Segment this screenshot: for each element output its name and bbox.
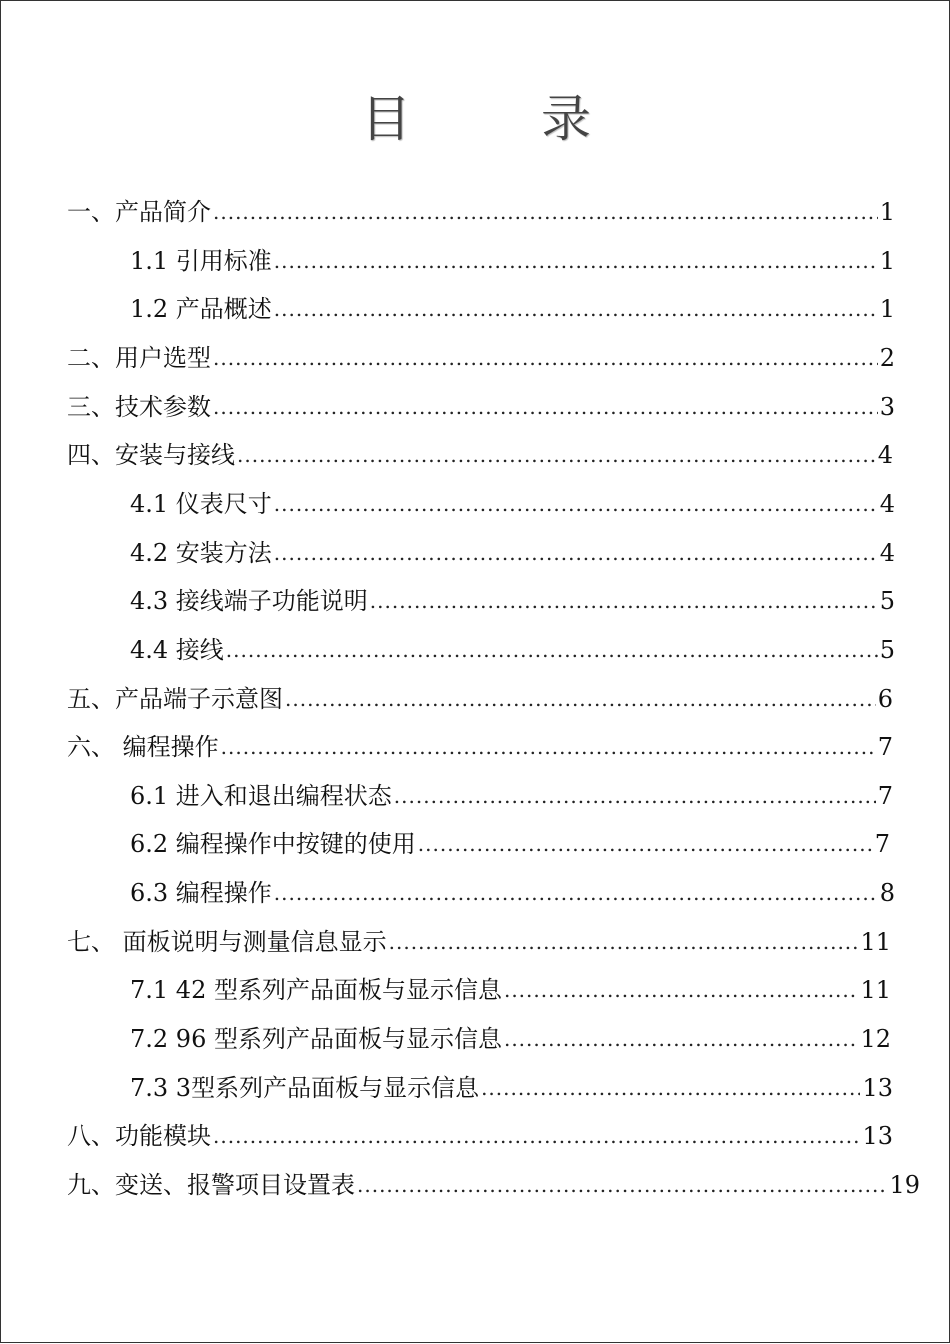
toc-entry-4[interactable] (67, 438, 893, 472)
toc-entry-page: 6 (877, 685, 893, 713)
toc-entry-page: 4 (877, 441, 893, 469)
dot-leader (357, 1168, 887, 1202)
dot-leader (213, 341, 878, 375)
toc-entry-page: 7 (874, 830, 890, 858)
toc-entry-6-2[interactable] (130, 827, 890, 861)
toc-entry-9[interactable] (67, 1168, 920, 1202)
toc-entry-1-2[interactable] (130, 292, 895, 326)
toc-entry-4-3[interactable] (130, 584, 895, 618)
toc-entry-label: 7.1 42 型系列产品面板与显示信息 (130, 976, 502, 1004)
toc-entry-page: 12 (860, 1025, 891, 1053)
toc-entry-2[interactable] (67, 341, 895, 375)
toc-entry-page: 7 (877, 782, 893, 810)
dot-leader (504, 973, 858, 1007)
toc-entry-page: 1 (879, 247, 895, 275)
dot-leader (285, 682, 876, 716)
toc-entry-page: 7 (877, 733, 893, 761)
toc-entry-page: 11 (860, 976, 891, 1004)
toc-entry-page: 13 (862, 1074, 893, 1102)
toc-entry-page: 1 (879, 198, 895, 226)
toc-entry-label: 七、 面板说明与测量信息显示 (67, 928, 387, 956)
toc-entry-page: 4 (879, 490, 895, 518)
toc-entry-label: 四、安装与接线 (67, 441, 235, 469)
toc-entry-4-1[interactable] (130, 487, 895, 521)
toc-entry-page: 13 (862, 1122, 893, 1150)
toc-entry-label: 一、产品简介 (67, 198, 211, 226)
toc-entry-page: 8 (879, 879, 895, 907)
dot-leader (274, 876, 878, 910)
toc-entry-page: 11 (860, 928, 891, 956)
toc-entry-1-1[interactable] (130, 244, 895, 278)
toc-entry-5[interactable] (67, 682, 893, 716)
toc-entry-7[interactable] (67, 925, 891, 959)
dot-leader (274, 487, 878, 521)
toc-entry-label: 4.1 仪表尺寸 (130, 490, 272, 518)
toc-entry-label: 6.1 进入和退出编程状态 (130, 782, 392, 810)
toc-entry-4-4[interactable] (130, 633, 895, 667)
dot-leader (237, 438, 876, 472)
dot-leader (394, 779, 876, 813)
toc-entry-label: 6.3 编程操作 (130, 879, 272, 907)
dot-leader (274, 244, 878, 278)
toc-entry-page: 2 (879, 344, 895, 372)
toc-entry-label: 4.3 接线端子功能说明 (130, 587, 368, 615)
toc-entry-6[interactable] (67, 730, 893, 764)
toc-entry-page: 4 (879, 539, 895, 567)
toc-entry-page: 3 (879, 393, 895, 421)
dot-leader (418, 827, 873, 861)
toc-entry-label: 7.2 96 型系列产品面板与显示信息 (130, 1025, 502, 1053)
toc-entry-page: 5 (879, 636, 895, 664)
toc-entry-page: 19 (889, 1171, 920, 1199)
dot-leader (226, 633, 878, 667)
toc-entry-label: 4.2 安装方法 (130, 539, 272, 567)
toc-entry-7-1[interactable] (130, 973, 891, 1007)
toc-entry-label: 六、 编程操作 (67, 733, 219, 761)
toc-entry-6-1[interactable] (130, 779, 893, 813)
toc-entry-label: 八、功能模块 (67, 1122, 211, 1150)
dot-leader (213, 195, 878, 229)
dot-leader (274, 536, 878, 570)
dot-leader (389, 925, 859, 959)
toc-entry-page: 1 (879, 295, 895, 323)
dot-leader (213, 1119, 860, 1153)
toc-entry-label: 1.1 引用标准 (130, 247, 272, 275)
dot-leader (481, 1071, 860, 1105)
page-title: 目 录 (361, 90, 631, 148)
table-of-contents (1, 1, 950, 1344)
toc-entry-7-3[interactable] (130, 1071, 893, 1105)
toc-entry-label: 7.3 3型系列产品面板与显示信息 (130, 1074, 480, 1102)
dot-leader (213, 390, 878, 424)
toc-entry-label: 4.4 接线 (130, 636, 224, 664)
toc-entry-label: 九、变送、报警项目设置表 (67, 1171, 355, 1199)
toc-entry-label: 二、用户选型 (67, 344, 211, 372)
toc-entry-1[interactable] (67, 195, 895, 229)
toc-entry-label: 1.2 产品概述 (130, 295, 272, 323)
toc-entry-3[interactable] (67, 390, 895, 424)
toc-entry-4-2[interactable] (130, 536, 895, 570)
toc-entry-6-3[interactable] (130, 876, 895, 910)
toc-entry-label: 6.2 编程操作中按键的使用 (130, 830, 416, 858)
dot-leader (274, 292, 878, 326)
toc-entry-page: 5 (879, 587, 895, 615)
dot-leader (504, 1022, 858, 1056)
toc-entry-label: 五、产品端子示意图 (67, 685, 283, 713)
toc-entry-7-2[interactable] (130, 1022, 891, 1056)
toc-entry-8[interactable] (67, 1119, 893, 1153)
dot-leader (370, 584, 878, 618)
toc-entry-label: 三、技术参数 (67, 393, 211, 421)
dot-leader (221, 730, 876, 764)
